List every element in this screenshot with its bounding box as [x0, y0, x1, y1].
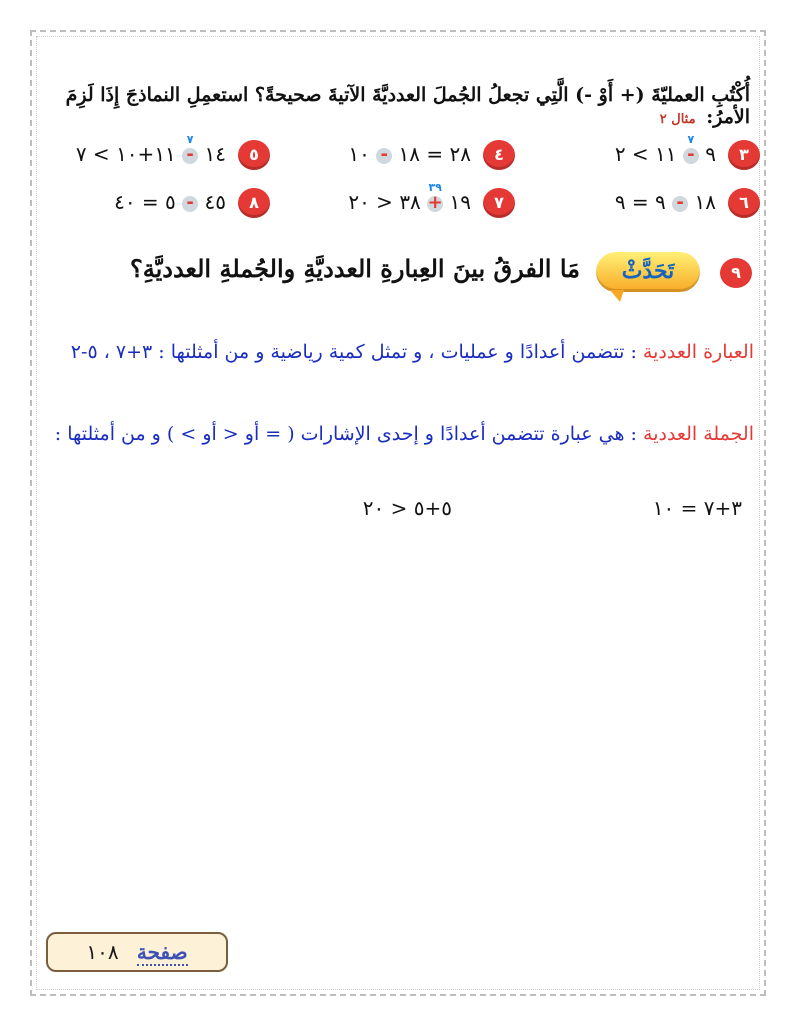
definition-sentence [48, 420, 754, 448]
sentence-example-2: ٥+٥ < ٢٠ [362, 496, 452, 520]
talk-question [52, 248, 752, 298]
problem-expression: ٢٨ = ١٨ - ١٠ [348, 142, 471, 166]
definition-text: : تتضمن أعدادًا و عمليات ، و تمثل كمية رياضية و من أمثلتها : ٣+٧ ، ٥-٢ [70, 341, 637, 363]
problem-expression: ٤٥ - ٥ = ٤٠ [114, 190, 226, 214]
problem-6 [530, 186, 760, 222]
operation-answer[interactable]: - [376, 148, 392, 164]
problem-number: ٤ [483, 140, 515, 170]
problem-expression: ١٤ ٧ - ١١+١٠ > ٧ [75, 132, 226, 166]
problem-4 [285, 138, 515, 174]
definition-text: : هي عبارة تتضمن أعدادًا و إحدى الإشارات ( = أو < أو > ) و من أمثلتها : [54, 423, 637, 445]
problem-5 [40, 132, 270, 174]
example-ref: مثال ٢ [659, 112, 696, 127]
problem-number: ٧ [483, 188, 515, 218]
problem-number: ٥ [238, 140, 270, 170]
instruction [50, 84, 750, 128]
problem-expression: ١٨ - ٩ = ٩ [614, 190, 716, 214]
definition-expression [48, 338, 754, 366]
problem-number: ٣ [728, 140, 760, 170]
operation-answer[interactable]: ٣٩ + [427, 180, 443, 213]
instruction-text: أُكْتُبِ العمليّةَ (+ أَوْ -) الَّتِي تجعلُ الجُملَ العدديَّةَ الآتيةَ صحيحةً؟ استعمِلِ النماذجَ إِذَا لَزِمَ الأمرُ: [65, 84, 750, 128]
definition-term: الجملة العددية [643, 423, 754, 445]
definition-term: العبارة العددية [642, 341, 754, 363]
problem-number: ٨ [238, 188, 270, 218]
problem-expression: ١٩ ٣٩ + ٣٨ < ٢٠ [348, 180, 471, 214]
talk-bubble: تَحَدَّثْ [596, 252, 700, 292]
page-number-tag [46, 932, 228, 972]
problem-7 [285, 180, 515, 222]
problem-expression: ٩ ٧ - ١١ > ٢ [614, 132, 716, 166]
operation-answer[interactable]: - [182, 196, 198, 212]
page-number: ١٠٨ [86, 940, 119, 964]
problem-8 [40, 186, 270, 222]
sentence-example-1: ٣+٧ = ١٠ [652, 496, 742, 520]
problems-row-1 [40, 132, 760, 174]
talk-question-text: مَا الفرقُ بينَ العِبارةِ العدديَّةِ والجُملةِ العدديَّةِ؟ [129, 254, 580, 283]
operation-answer[interactable]: ٧ - [182, 148, 198, 164]
operation-answer[interactable]: - [672, 196, 688, 212]
problem-3 [530, 132, 760, 174]
problem-number: ٦ [728, 188, 760, 218]
operation-answer[interactable]: ٧ - [683, 148, 699, 164]
talk-number: ٩ [720, 258, 752, 288]
page-word: صفحة [136, 940, 188, 964]
problems-row-2 [40, 180, 760, 222]
